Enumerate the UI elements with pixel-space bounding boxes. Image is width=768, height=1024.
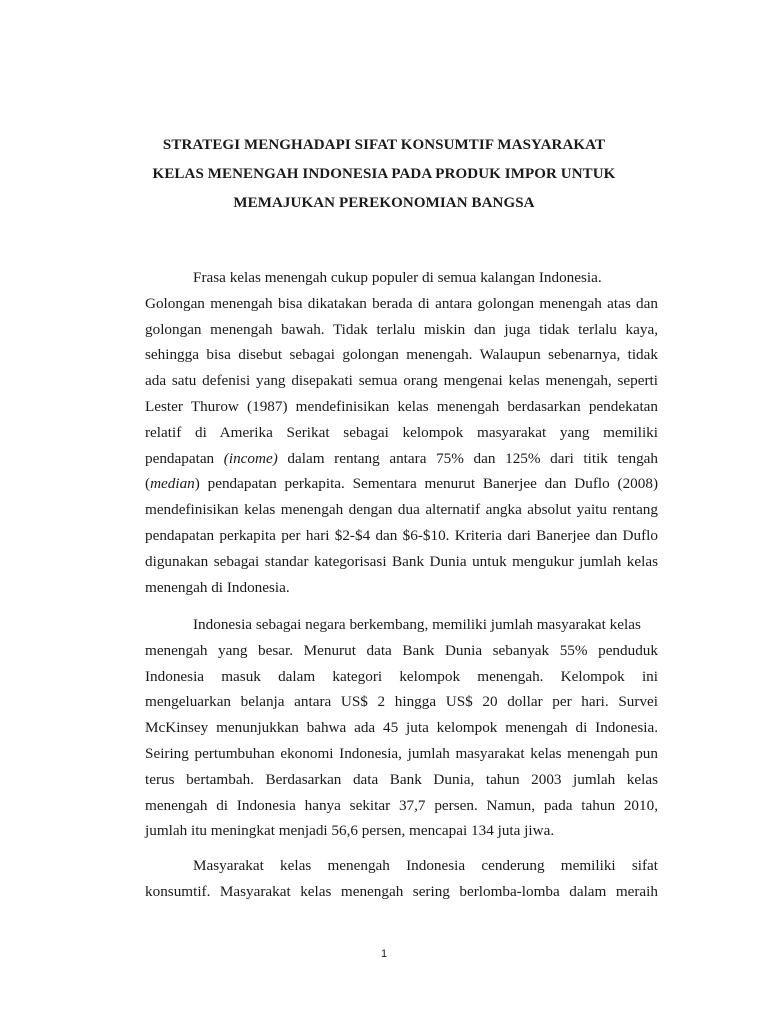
text-line: konsumtif. Masyarakat kelas menengah sering berlomba-lomba dalam meraih (145, 882, 658, 900)
text-line: Frasa kelas menengah cukup populer di semua kalangan Indonesia. (193, 269, 602, 286)
text-run: pendapatan (145, 449, 215, 467)
text-line: Seiring pertumbuhan ekonomi Indonesia, jumlah masyarakat kelas menengah pun (145, 744, 658, 762)
title-line: MEMAJUKAN PEREKONOMIAN BANGSA (233, 195, 535, 211)
text-line: McKinsey menunjukkan bahwa ada 45 juta kelompok menengah di Indonesia. (145, 719, 658, 737)
text-line: Indonesia masuk dalam kategori kelompok menengah. Kelompok ini (145, 667, 658, 685)
paragraph-2 (145, 612, 658, 844)
text-run: dalam rentang antara 75% dan 125% dari titik tengah (287, 449, 659, 467)
title-line: STRATEGI MENGHADAPI SIFAT KONSUMTIF MASYARAKAT (162, 137, 606, 153)
text-run: ( (145, 475, 151, 493)
text-line: ada satu defenisi yang disepakati semua orang mengenai kelas menengah, seperti (145, 372, 658, 390)
text-run: ) pendapatan perkapita. Sementara menurut Banerjee dan Duflo (2008) (194, 475, 658, 493)
text-line: sehingga bisa disebut sebagai golongan menengah. Walaupun sebenarnya, tidak (145, 346, 658, 364)
text-line: menengah di Indonesia. (145, 578, 290, 596)
text-line: Masyarakat kelas menengah Indonesia cenderung memiliki sifat (193, 857, 658, 874)
text-line: Golongan menengah bisa dikatakan berada di antara golongan menengah atas dan (145, 294, 658, 312)
text-line: mendefinisikan kelas menengah dengan dua alternatif angka absolut yaitu rentang (145, 501, 658, 519)
text-line (145, 446, 658, 472)
paragraph-3 (145, 853, 658, 905)
text-line: mengeluarkan belanja antara US$ 2 hingga US$ 20 dollar per hari. Survei (145, 693, 658, 711)
text-line: jumlah itu meningkat menjadi 56,6 persen, mencapai 134 juta jiwa. (145, 822, 555, 840)
text-line: Indonesia sebagai negara berkembang, memiliki jumlah masyarakat kelas (193, 616, 641, 633)
page-number: 1 (380, 948, 388, 960)
text-line: terus bertambah. Berdasarkan data Bank Dunia, tahun 2003 jumlah kelas (145, 770, 658, 788)
italic-term-income: (income) (223, 449, 278, 467)
italic-term-median: median (150, 475, 195, 493)
text-line: pendapatan perkapita per hari $2-$4 dan $6-$10. Kriteria dari Banerjee dan Duflo (145, 526, 658, 544)
text-line: digunakan sebagai standar kategorisasi Bank Dunia untuk mengukur jumlah kelas (145, 552, 658, 570)
title-line: KELAS MENENGAH INDONESIA PADA PRODUK IMPOR UNTUK (152, 166, 616, 182)
text-line: menengah di Indonesia hanya sekitar 37,7 persen. Namun, pada tahun 2010, (145, 796, 658, 814)
text-line (145, 471, 658, 497)
text-line: golongan menengah bawah. Tidak terlalu miskin dan juga tidak terlalu kaya, (145, 320, 658, 338)
document-title (120, 131, 648, 218)
text-line: menengah yang besar. Menurut data Bank Dunia sebanyak 55% penduduk (145, 641, 658, 659)
text-line: relatif di Amerika Serikat sebagai kelompok masyarakat yang memiliki (145, 423, 658, 441)
text-line: Lester Thurow (1987) mendefinisikan kelas menengah berdasarkan pendekatan (145, 397, 658, 415)
paragraph-1 (145, 265, 658, 600)
